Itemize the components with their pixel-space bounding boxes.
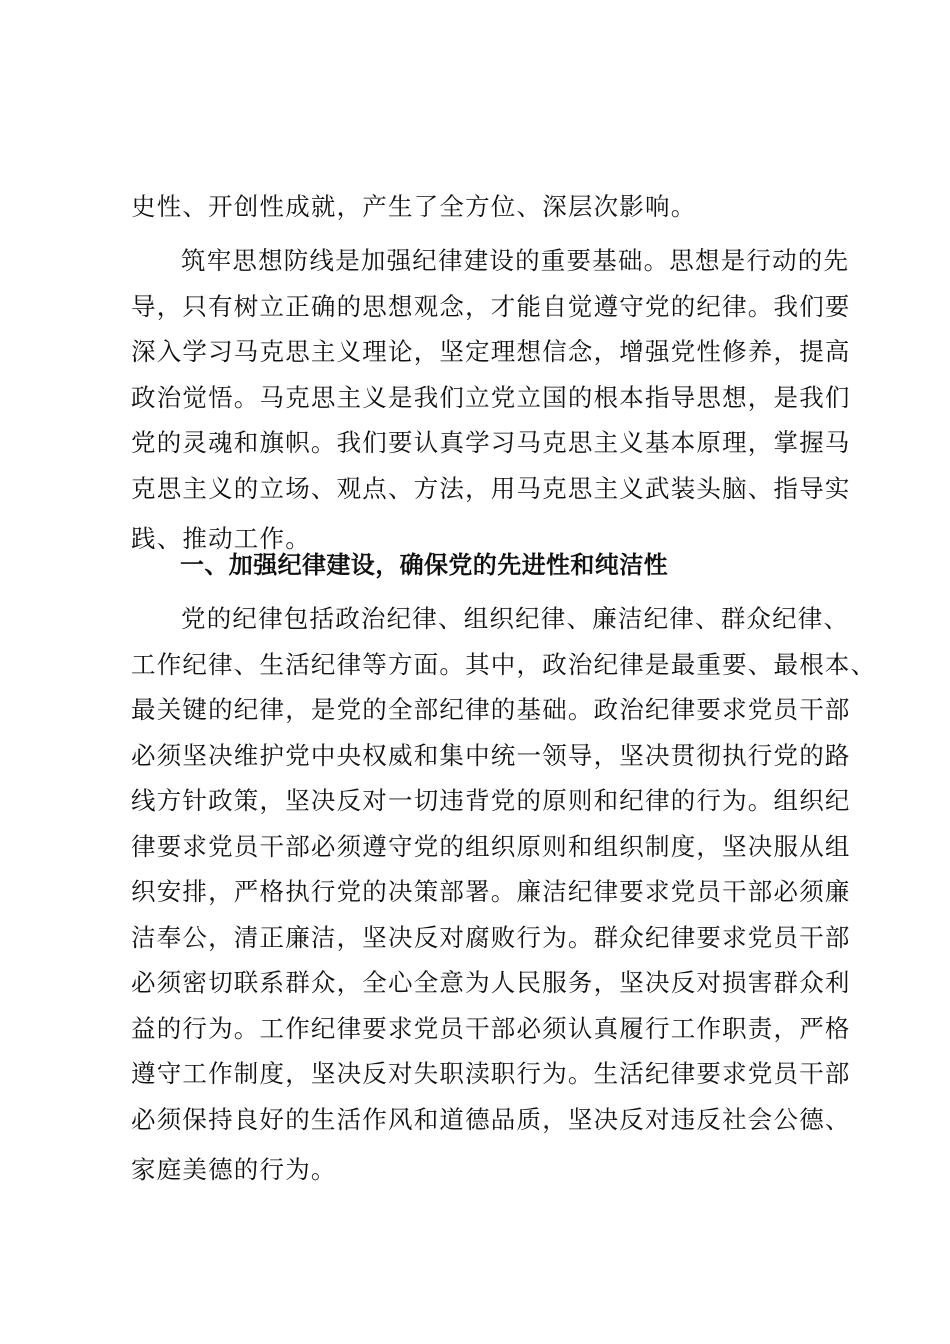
paragraph-line: 政治觉悟。马克思主义是我们立党立国的根本指导思想，是我们 xyxy=(131,382,851,412)
paragraph-line: 党的纪律包括政治纪律、组织纪律、廉洁纪律、群众纪律、 xyxy=(181,604,850,633)
paragraph-line: 工作纪律、生活纪律等方面。其中，政治纪律是最重要、最根本、 xyxy=(131,649,877,679)
paragraph-line: 导，只有树立正确的思想观念，才能自觉遵守党的纪律。我们要 xyxy=(131,291,851,321)
paragraph-line: 织安排，严格执行党的决策部署。廉洁纪律要求党员干部必须廉 xyxy=(131,877,851,906)
paragraph-line: 必须密切联系群众，全心全意为人民服务，坚决反对损害群众利 xyxy=(131,968,851,997)
paragraph-line: 最关键的纪律，是党的全部纪律的基础。政治纪律要求党员干部 xyxy=(131,695,851,724)
continuation-paragraph xyxy=(131,184,827,230)
paragraph-line: 益的行为。工作纪律要求党员干部必须认真履行工作职责，严格 xyxy=(131,1013,851,1043)
paragraph-discipline xyxy=(131,596,877,1193)
section-heading: 一、加强纪律建设，确保党的先进性和纯洁性 xyxy=(180,551,668,579)
paragraph-line: 律要求党员干部必须遵守党的组织原则和组织制度，坚决服从组 xyxy=(131,831,851,861)
paragraph-line: 克思主义的立场、观点、方法，用马克思主义武装头脑、指导实 xyxy=(131,473,851,503)
paragraph-line: 筑牢思想防线是加强纪律建设的重要基础。思想是行动的先 xyxy=(181,246,850,275)
paragraph-line: 深入学习马克思主义理论，坚定理想信念，增强党性修养，提高 xyxy=(131,337,851,366)
paragraph-line: 洁奉公，清正廉洁，坚决反对腐败行为。群众纪律要求党员干部 xyxy=(131,922,851,952)
paragraph-line: 史性、开创性成就，产生了全方位、深层次影响。 xyxy=(131,192,697,221)
paragraph-line: 必须坚决维护党中央权威和集中统一领导，坚决贯彻执行党的路 xyxy=(131,740,851,770)
paragraph-line: 家庭美德的行为。 xyxy=(131,1155,337,1184)
paragraph-line: 线方针政策，坚决反对一切违背党的原则和纪律的行为。组织纪 xyxy=(131,786,851,815)
paragraph-line: 党的灵魂和旗帜。我们要认真学习马克思主义基本原理，掌握马 xyxy=(131,428,851,457)
paragraph-ideology xyxy=(131,238,851,562)
paragraph-line: 遵守工作制度，坚决反对失职渎职行为。生活纪律要求党员干部 xyxy=(131,1059,851,1088)
paragraph-line: 必须保持良好的生活作风和道德品质，坚决反对违反社会公德、 xyxy=(131,1104,851,1134)
paragraph-line: 践、推动工作。 xyxy=(131,524,311,553)
